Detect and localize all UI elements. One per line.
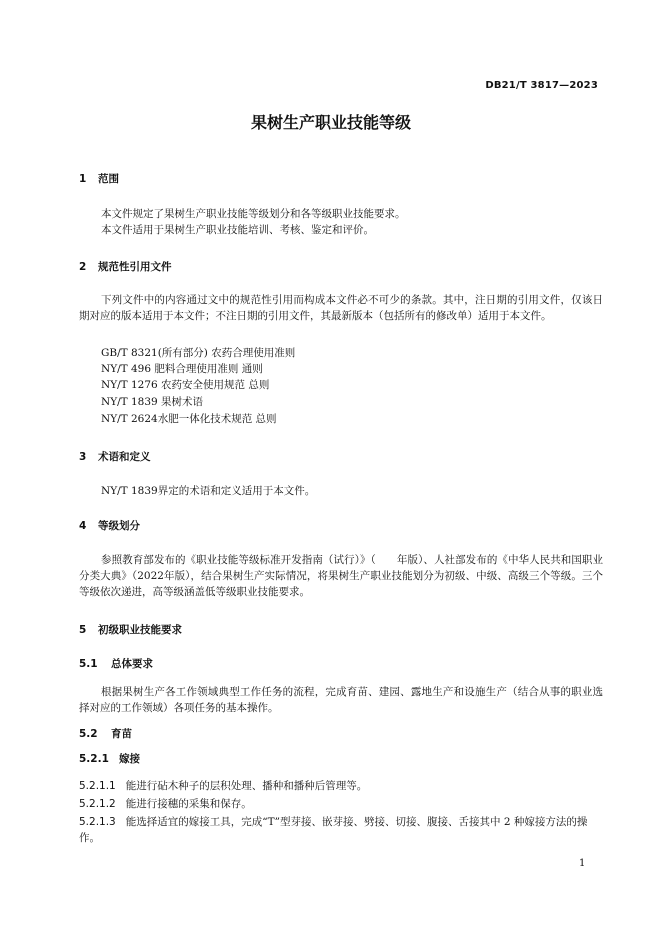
section-title: 规范性引用文件: [98, 261, 172, 273]
section-title: 术语和定义: [98, 451, 151, 463]
section-5-heading: [79, 622, 182, 637]
subsection-5-1-heading: [79, 656, 153, 671]
section-number: 5.2.1: [79, 753, 109, 765]
section-title: 嫁接: [119, 753, 140, 765]
section-1-heading: [79, 171, 119, 186]
paragraph: 本文件适用于果树生产职业技能培训、考核、鉴定和评价。: [101, 224, 374, 236]
document-number: DB21/T 3817—2023: [485, 80, 598, 91]
clause-text: 能进行接穗的采集和保存。: [125, 798, 252, 810]
paragraph: NY/T 1839界定的术语和定义适用于本文件。: [101, 485, 316, 497]
clause-text: 能选择适宜的嫁接工具，完成“T”型芽接、嵌芽接、劈接、切接、腹接、舌接其中 2 种嫁接方法的操作。: [79, 816, 588, 844]
section-4-heading: [79, 518, 140, 533]
clause-item: [79, 814, 603, 846]
clause-number: 5.2.1.2: [79, 798, 116, 810]
section-number: 3: [79, 451, 87, 463]
section-3-heading: [79, 449, 151, 464]
clause-item: [79, 778, 603, 794]
section-number: 1: [79, 173, 87, 185]
clause-number: 5.2.1.1: [79, 780, 116, 792]
page-number: 1: [579, 858, 586, 869]
section-2-heading: [79, 259, 172, 274]
section-number: 5.1: [79, 658, 98, 670]
clause-number: 5.2.1.3: [79, 816, 116, 828]
reference-item: GB/T 8321(所有部分) 农药合理使用准则: [101, 347, 296, 359]
clause-text: 能进行砧木种子的层积处理、播种和播种后管理等。: [125, 780, 368, 792]
reference-item: NY/T 496 肥料合理使用准则 通则: [101, 363, 263, 375]
reference-item: NY/T 1839 果树术语: [101, 396, 204, 408]
reference-item: NY/T 2624水肥一体化技术规范 总则: [101, 413, 277, 425]
subsection-5-2-1-heading: [79, 751, 140, 766]
reference-item: NY/T 1276 农药安全使用规范 总则: [101, 379, 270, 391]
section-number: 5: [79, 624, 87, 636]
section-title: 育苗: [111, 728, 132, 740]
paragraph: 参照教育部发布的《职业技能等级标准开发指南（试行）》（ 年版）、人社部发布的《中华人民共和国职业分类大典》（2022年版），结合果树生产实际情况，将果树生产职业技能划分为初级、中级、高级三个等级。三个等级依次递进，高等级涵盖低等级职业技能要求。: [79, 554, 603, 598]
section-number: 2: [79, 261, 87, 273]
document-title: 果树生产职业技能等级: [250, 113, 411, 132]
section-title: 范围: [98, 173, 119, 185]
paragraph: 本文件规定了果树生产职业技能等级划分和各等级职业技能要求。: [101, 208, 406, 220]
subsection-5-2-heading: [79, 726, 132, 741]
paragraph: 根据果树生产各工作领域典型工作任务的流程，完成育苗、建园、露地生产和设施生产（结合从事的职业选择对应的工作领域）各项任务的基本操作。: [79, 686, 603, 714]
section-title: 总体要求: [111, 658, 153, 670]
clause-item: [79, 796, 603, 812]
section-number: 5.2: [79, 728, 98, 740]
section-title: 等级划分: [98, 520, 140, 532]
paragraph: 下列文件中的内容通过文中的规范性引用而构成本文件必不可少的条款。其中，注日期的引用文件，仅该日期对应的版本适用于本文件；不注日期的引用文件，其最新版本（包括所有的修改单）适用于本文件。: [79, 294, 603, 322]
section-title: 初级职业技能要求: [98, 624, 182, 636]
section-number: 4: [79, 520, 87, 532]
